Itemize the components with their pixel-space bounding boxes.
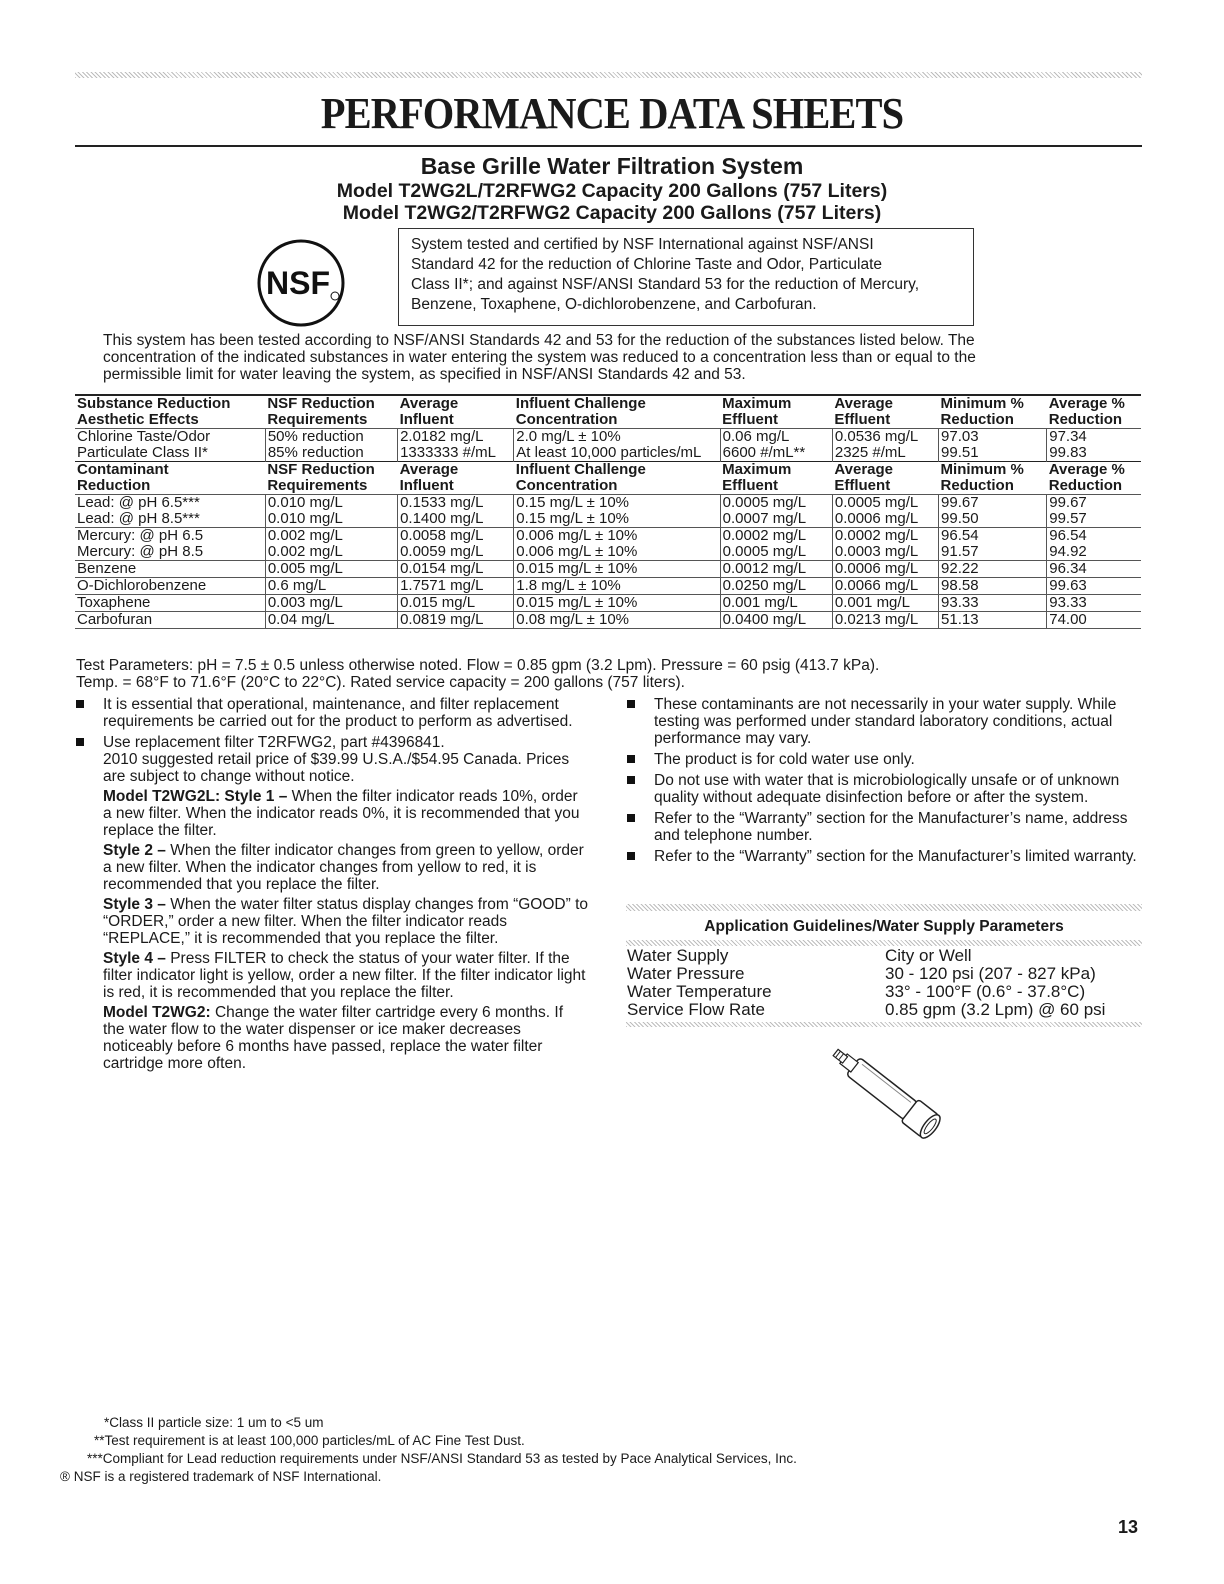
style-4-label: Style 4 – [103, 950, 166, 967]
footnote: **Test requirement is at least 100,000 particles/mL of AC Fine Test Dust. [94, 1433, 525, 1448]
list-item-text: Use replacement filter T2RFWG2, part #4396841. [103, 734, 445, 751]
cell-line: 1.7571 mg/L [400, 577, 484, 594]
cell-line: Chlorine Taste/Odor [77, 428, 211, 445]
table-cell [832, 578, 938, 595]
cell-line: 0.0005 mg/L [722, 543, 807, 560]
footnote: ® NSF is a registered trademark of NSF International. [60, 1469, 382, 1484]
table-cell [1047, 612, 1141, 629]
table-cell [832, 495, 938, 528]
page-title: PERFORMANCE DATA SHEETS [320, 89, 904, 138]
table-cell [265, 429, 397, 462]
cell-line: 74.00 [1049, 611, 1087, 628]
table-row [627, 1001, 1105, 1019]
cell-line: Effluent [722, 411, 778, 428]
table-cell [720, 595, 832, 612]
cell-line: 0.0154 mg/L [400, 560, 484, 577]
table-row [627, 965, 1105, 983]
cell-line: 0.0012 mg/L [722, 560, 807, 577]
style-1-text [103, 788, 588, 839]
cell-line: 0.0058 mg/L [400, 527, 484, 544]
cell-line: 0.0250 mg/L [722, 577, 807, 594]
table-header-cell [1047, 462, 1141, 495]
test-parameters-line: Test Parameters: pH = 7.5 ± 0.5 unless otherwise noted. Flow = 0.85 gpm (3.2 Lpm). Pressure = 60 psig (413.7 kPa). [76, 657, 880, 674]
cert-line: System tested and certified by NSF International against NSF/ANSI [411, 236, 874, 253]
table-cell [832, 429, 938, 462]
cell-line: 94.92 [1049, 543, 1087, 560]
table-header-cell [1047, 395, 1141, 429]
table-header-cell [939, 395, 1047, 429]
left-column [76, 696, 588, 1075]
cell-line: O-Dichlorobenzene [77, 577, 207, 594]
cell-line: Average [399, 461, 459, 478]
cell-line: Toxaphene [77, 594, 151, 611]
cell-line: Reduction [77, 477, 151, 494]
table-cell [1047, 578, 1141, 595]
intro-paragraph [103, 332, 1103, 383]
list-item-text: Refer to the “Warranty” section for the Manufacturer’s limited warranty. [654, 848, 1137, 865]
cell-line: 2.0 mg/L ± 10% [516, 428, 621, 445]
table-cell [720, 429, 832, 462]
style-3-label: Style 3 – [103, 896, 166, 913]
cell-line: 0.005 mg/L [267, 560, 343, 577]
table-cell [398, 578, 514, 595]
application-bottom-band [626, 1022, 1142, 1027]
cell-line: 0.0005 mg/L [834, 494, 919, 511]
style-4-body: Press FILTER to check the status of your water filter. If the filter indicator light is yellow, order a new filter. If the filter indicator light is red, it is recommended that you replace the filter. [103, 950, 586, 1001]
model-line-1: Model T2WG2L/T2RFWG2 Capacity 200 Gallons (757 Liters) [336, 180, 888, 202]
table-cell [720, 612, 832, 629]
table-header-cell [265, 462, 397, 495]
cell-line: Influent [399, 477, 454, 494]
intro-line: This system has been tested according to NSF/ANSI Standards 42 and 53 for the reduction of the substances listed below. The [103, 332, 975, 349]
cell-line: Average % [1048, 461, 1125, 478]
cell-line: 92.22 [941, 560, 979, 577]
cell-line: 0.0066 mg/L [834, 577, 919, 594]
table-cell: 0.85 gpm (3.2 Lpm) @ 60 psi [885, 1000, 1106, 1019]
cell-line: Particulate Class II* [77, 444, 208, 461]
table-row [75, 561, 1141, 578]
cell-line: 0.006 mg/L ± 10% [516, 527, 638, 544]
table-cell [1047, 595, 1141, 612]
model-t2wg2-label: Model T2WG2: [103, 1004, 211, 1021]
table-header-cell [514, 462, 720, 495]
table-cell [75, 612, 265, 629]
application-top-band [626, 904, 1142, 911]
table-cell [832, 612, 938, 629]
table-cell [832, 561, 938, 578]
style-1-body: When the filter indicator reads 10%, order a new filter. When the indicator reads 0%, it is recommended that you replace the filter. [103, 788, 580, 839]
table-cell [398, 495, 514, 528]
cell-line: 50% reduction [267, 428, 364, 445]
cell-line: 0.015 mg/L [400, 594, 476, 611]
table-header-cell [832, 395, 938, 429]
list-item [76, 734, 588, 751]
style-2-label: Style 2 – [103, 842, 166, 859]
table-cell: 30 - 120 psi (207 - 827 kPa) [885, 964, 1096, 983]
table-cell [1047, 495, 1141, 528]
filter-cartridge-illustration [815, 1040, 965, 1150]
table-cell [939, 528, 1047, 561]
table-cell [265, 595, 397, 612]
table-cell [398, 561, 514, 578]
cell-line: 99.63 [1049, 577, 1087, 594]
system-name: Base Grille Water Filtration System [420, 153, 804, 179]
table-cell [75, 561, 265, 578]
table-cell [514, 528, 720, 561]
cell-line: 0.0003 mg/L [834, 543, 919, 560]
cell-line: 0.1533 mg/L [400, 494, 484, 511]
table-cell [1047, 528, 1141, 561]
cell-line: Lead: @ pH 8.5*** [77, 510, 200, 527]
table-cell [832, 595, 938, 612]
intro-line: concentration of the indicated substances in water entering the system was reduced to a concentration less than or equal to the [103, 349, 976, 366]
table-row [627, 983, 1105, 1001]
list-item [627, 696, 1142, 747]
cell-line: Benzene [77, 560, 137, 577]
cell-line: 0.001 mg/L [722, 594, 798, 611]
cell-line: Requirements [267, 411, 368, 428]
cell-line: 0.0006 mg/L [834, 560, 919, 577]
table-cell [75, 528, 265, 561]
certification-box [398, 228, 974, 326]
table-cell [514, 578, 720, 595]
footnote: *Class II particle size: 1 um to <5 um [104, 1415, 324, 1430]
table-cell: City or Well [885, 946, 972, 965]
list-item [627, 751, 1142, 768]
table-cell [1047, 561, 1141, 578]
cell-line: 2325 #/mL [834, 444, 906, 461]
table-row [75, 528, 1141, 561]
title-divider [75, 145, 1142, 147]
cell-line: 96.54 [1049, 527, 1087, 544]
table-cell [720, 561, 832, 578]
table-header-row [75, 395, 1141, 429]
cell-line: Influent [399, 411, 454, 428]
cell-line: 0.1400 mg/L [400, 510, 484, 527]
cell-line: Reduction [1048, 477, 1123, 494]
table-cell [939, 495, 1047, 528]
model-line-2: Model T2WG2/T2RFWG2 Capacity 200 Gallons (757 Liters) [342, 202, 882, 224]
cell-line: 0.0002 mg/L [722, 527, 807, 544]
list-item-text: These contaminants are not necessarily in your water supply. While testing was performed under standard laboratory conditions, actual performance may vary. [654, 696, 1117, 747]
table-cell: Service Flow Rate [627, 1000, 765, 1019]
cell-line: Mercury: @ pH 8.5 [77, 543, 204, 560]
right-column [627, 696, 1142, 869]
style-1-label: Model T2WG2L: Style 1 – [103, 788, 288, 805]
table-cell [398, 595, 514, 612]
table-cell [1047, 429, 1141, 462]
table-cell [939, 612, 1047, 629]
style-2-body: When the filter indicator changes from green to yellow, order a new filter. When the indicator changes from yellow to red, it is recommended that you replace the filter. [103, 842, 584, 893]
table-header-cell [514, 395, 720, 429]
table-cell [398, 528, 514, 561]
cell-line: 0.0536 mg/L [834, 428, 919, 445]
test-parameters [76, 657, 1176, 691]
table-cell [75, 495, 265, 528]
table-cell [265, 561, 397, 578]
list-item-text: Do not use with water that is microbiologically unsafe or of unknown quality without adequate disinfection before or after the system. [654, 772, 1120, 806]
cell-line: 0.06 mg/L [722, 428, 790, 445]
table-row [75, 429, 1141, 462]
table-cell [939, 578, 1047, 595]
cell-line: Concentration [515, 411, 618, 428]
cell-line: 0.010 mg/L [267, 510, 343, 527]
cell-line: Influent Challenge [515, 395, 646, 412]
table-cell [939, 595, 1047, 612]
cell-line: Average [834, 461, 894, 478]
table-cell [514, 612, 720, 629]
cert-line: Benzene, Toxaphene, O-dichlorobenzene, and Carbofuran. [411, 296, 817, 313]
cell-line: Effluent [834, 477, 891, 494]
performance-table [75, 394, 1141, 629]
price-note: 2010 suggested retail price of $39.99 U.S.A./$54.95 Canada. Prices are subject to change without notice. [103, 751, 570, 785]
cell-line: 1.8 mg/L ± 10% [516, 577, 621, 594]
cell-line: Requirements [267, 477, 368, 494]
cell-line: 0.006 mg/L ± 10% [516, 543, 638, 560]
cell-line: At least 10,000 particles/mL [516, 444, 702, 461]
cell-line: 6600 #/mL** [722, 444, 806, 461]
cell-line: Reduction [940, 411, 1014, 428]
list-item-text: The product is for cold water use only. [654, 751, 915, 768]
table-header-cell [398, 395, 514, 429]
cert-line: Class II*; and against NSF/ANSI Standard 53 for the reduction of Mercury, [411, 276, 920, 293]
table-header-cell [265, 395, 397, 429]
cell-line: 99.67 [941, 494, 979, 511]
table-cell [265, 495, 397, 528]
cell-line: Maximum [722, 461, 792, 478]
style-3-body: When the water filter status display changes from “GOOD” to “ORDER,” order a new filter. When the filter indicator reads “REPLACE,” it is recommended that you replace the filter. [103, 896, 589, 947]
table-cell [720, 578, 832, 595]
list-item [76, 696, 588, 730]
top-decorative-band [75, 72, 1142, 78]
cell-line: 0.0002 mg/L [834, 527, 919, 544]
table-header-cell [75, 462, 265, 495]
cell-line: 0.002 mg/L [267, 527, 343, 544]
table-cell: Water Pressure [627, 964, 745, 983]
list-item-text: Refer to the “Warranty” section for the Manufacturer’s name, address and telephone number. [654, 810, 1128, 844]
cell-line: 97.34 [1049, 428, 1087, 445]
list-item-text: It is essential that operational, maintenance, and filter replacement requirements be carried out for the product to perform as advertised. [103, 696, 573, 730]
cell-line: Effluent [834, 411, 891, 428]
cell-line: Minimum % [940, 395, 1024, 412]
cell-line: 0.015 mg/L ± 10% [516, 594, 638, 611]
table-row [75, 595, 1141, 612]
table-row [75, 495, 1141, 528]
style-3-text [103, 896, 588, 947]
cell-line: 0.0059 mg/L [400, 543, 484, 560]
cell-line: 0.04 mg/L [267, 611, 335, 628]
cell-line: 97.03 [941, 428, 979, 445]
list-item [627, 848, 1142, 865]
cell-line: 1333333 #/mL [400, 444, 496, 461]
table-cell [514, 429, 720, 462]
footnotes [60, 1414, 797, 1486]
cell-line: 96.54 [941, 527, 979, 544]
cell-line: NSF Reduction [267, 395, 375, 412]
table-row [75, 612, 1141, 629]
application-heading: Application Guidelines/Water Supply Parameters [704, 918, 1064, 935]
cell-line: Maximum [722, 395, 792, 412]
cell-line: 0.08 mg/L ± 10% [516, 611, 630, 628]
table-row [627, 947, 1105, 965]
cell-line: 51.13 [941, 611, 979, 628]
table-cell [265, 578, 397, 595]
table-cell [265, 612, 397, 629]
table-cell [514, 595, 720, 612]
cell-line: 0.6 mg/L [267, 577, 327, 594]
style-2-text [103, 842, 588, 893]
table-cell [720, 528, 832, 561]
table-header-cell [75, 395, 265, 429]
test-parameters-line: Temp. = 68°F to 71.6°F (20°C to 22°C). Rated service capacity = 200 gallons (757 liters). [76, 674, 685, 691]
cell-line: Aesthetic Effects [77, 411, 199, 428]
cell-line: 99.51 [941, 444, 979, 461]
cert-line: Standard 42 for the reduction of Chlorine Taste and Odor, Particulate [411, 256, 883, 273]
cell-line: 2.0182 mg/L [400, 428, 484, 445]
cell-line: 0.0213 mg/L [834, 611, 919, 628]
page-number: 13 [1118, 1517, 1139, 1537]
cell-line: 91.57 [941, 543, 979, 560]
cell-line: 98.58 [941, 577, 979, 594]
cell-line: 0.0007 mg/L [722, 510, 807, 527]
cell-line: Minimum % [940, 461, 1024, 478]
cell-line: 0.15 mg/L ± 10% [516, 494, 630, 511]
cell-line: 0.015 mg/L ± 10% [516, 560, 638, 577]
table-header-row [75, 462, 1141, 495]
table-cell [939, 561, 1047, 578]
list-item [627, 772, 1142, 806]
cell-line: 0.001 mg/L [834, 594, 910, 611]
cell-line: 93.33 [941, 594, 979, 611]
cell-line: Average [834, 395, 894, 412]
style-4-text [103, 950, 588, 1001]
cell-line: Reduction [1048, 411, 1123, 428]
cell-line: 0.0400 mg/L [722, 611, 807, 628]
cell-line: NSF Reduction [267, 461, 375, 478]
table-row [75, 578, 1141, 595]
cell-line: 96.34 [1049, 560, 1087, 577]
cell-line: 85% reduction [267, 444, 364, 461]
table-header-cell [398, 462, 514, 495]
cell-line: Mercury: @ pH 6.5 [77, 527, 204, 544]
cell-line: 93.33 [1049, 594, 1087, 611]
cell-line: 99.57 [1049, 510, 1087, 527]
table-header-cell [832, 462, 938, 495]
cell-line: 0.15 mg/L ± 10% [516, 510, 630, 527]
cell-line: Concentration [515, 477, 618, 494]
table-header-cell [720, 395, 832, 429]
table-cell: 33° - 100°F (0.6° - 37.8°C) [885, 982, 1086, 1001]
table-cell [514, 561, 720, 578]
table-header-cell [720, 462, 832, 495]
table-cell: Water Supply [627, 946, 729, 965]
intro-line: permissible limit for water leaving the system, as specified in NSF/ANSI Standards 42 and 53. [103, 366, 746, 383]
model-t2wg2-body: Change the water filter cartridge every 6 months. If the water flow to the water dispenser or ice maker decreases noticeably before 6 months have passed, replace the water filter cartridge more often. [103, 1004, 564, 1072]
table-cell [398, 429, 514, 462]
footnote: ***Compliant for Lead reduction requirements under NSF/ANSI Standard 53 as tested by Pace Analytical Services, Inc. [87, 1451, 797, 1466]
cell-line: Lead: @ pH 6.5*** [77, 494, 200, 511]
table-cell [832, 528, 938, 561]
application-table [627, 947, 1105, 1019]
cell-line: Average % [1048, 395, 1125, 412]
table-cell [265, 528, 397, 561]
cell-line: 0.0005 mg/L [722, 494, 807, 511]
table-cell: Water Temperature [627, 982, 772, 1001]
cell-line: Substance Reduction [77, 395, 231, 412]
cell-line: 0.003 mg/L [267, 594, 343, 611]
cell-line: Carbofuran [77, 611, 153, 628]
table-cell [939, 429, 1047, 462]
model-t2wg2-text [103, 1004, 588, 1072]
cell-line: Effluent [722, 477, 778, 494]
cell-line: Contaminant [77, 461, 169, 478]
cell-line: Influent Challenge [515, 461, 646, 478]
cell-line: 0.002 mg/L [267, 543, 343, 560]
table-cell [398, 612, 514, 629]
nsf-logo [256, 238, 346, 328]
cell-line: Reduction [940, 477, 1014, 494]
table-cell [75, 429, 265, 462]
cell-line: 99.50 [941, 510, 979, 527]
list-item [627, 810, 1142, 844]
cell-line: 99.83 [1049, 444, 1087, 461]
cell-line: Average [399, 395, 459, 412]
cell-line: 99.67 [1049, 494, 1087, 511]
table-cell [75, 578, 265, 595]
cell-line: 0.010 mg/L [267, 494, 343, 511]
cell-line: 0.0819 mg/L [400, 611, 484, 628]
nsf-logo-text: NSF [266, 265, 330, 301]
cell-line: 0.0006 mg/L [834, 510, 919, 527]
table-cell [720, 495, 832, 528]
table-header-cell [939, 462, 1047, 495]
table-cell [75, 595, 265, 612]
table-cell [514, 495, 720, 528]
